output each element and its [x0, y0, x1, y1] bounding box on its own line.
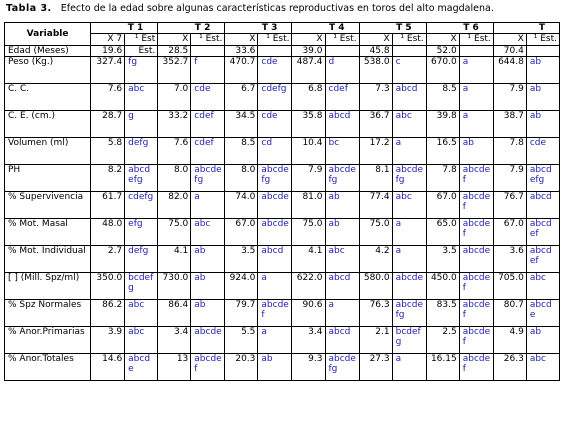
cell-mean: 14.6: [91, 354, 125, 381]
cell-significance: bcdefg: [392, 327, 426, 354]
cell-significance: cde: [526, 138, 559, 165]
header-group-t3: T 3: [225, 23, 292, 34]
cell-mean: 79.7: [225, 300, 258, 327]
header-est: ¹ Est.: [459, 34, 493, 46]
cell-significance: cdef: [191, 111, 225, 138]
row-label: % Anor.Totales: [5, 354, 91, 381]
cell-significance: abc: [125, 84, 158, 111]
cell-significance: a: [392, 219, 426, 246]
header-x: X: [225, 34, 258, 46]
cell-significance: efg: [125, 219, 158, 246]
edad-empty: [191, 46, 225, 57]
cell-significance: abc: [191, 219, 225, 246]
cell-significance: abcd: [325, 327, 359, 354]
cell-significance: cdefg: [125, 192, 158, 219]
cell-mean: 16.5: [426, 138, 459, 165]
edad-row: [5, 46, 560, 57]
cell-mean: 7.6: [158, 138, 191, 165]
table-row: [5, 165, 560, 192]
row-label: Peso (Kg.): [5, 57, 91, 84]
cell-significance: abc: [325, 246, 359, 273]
edad-value: 52.0: [426, 46, 459, 57]
cell-mean: 76.3: [359, 300, 392, 327]
header-group-t5: T 5: [359, 23, 426, 34]
cell-mean: 924.0: [225, 273, 258, 300]
header-x: X: [292, 34, 325, 46]
cell-significance: abcd: [325, 111, 359, 138]
header-x: X: [493, 34, 526, 46]
cell-mean: 6.8: [292, 84, 325, 111]
cell-mean: 34.5: [225, 111, 258, 138]
table-title: Efecto de la edad sobre algunas características reproductivas en toros del alto magdalena.: [60, 3, 494, 14]
row-label: [ ] (Mill. Spz/ml): [5, 273, 91, 300]
cell-significance: ab: [526, 111, 559, 138]
cell-mean: 75.0: [359, 219, 392, 246]
cell-mean: 2.5: [426, 327, 459, 354]
edad-value: 39.0: [292, 46, 325, 57]
row-label: Volumen (ml): [5, 138, 91, 165]
cell-mean: 83.5: [426, 300, 459, 327]
header-est: ¹ Est.: [258, 34, 292, 46]
cell-mean: 470.7: [225, 57, 258, 84]
cell-significance: abcdef: [526, 219, 559, 246]
row-label: C. C.: [5, 84, 91, 111]
cell-mean: 8.2: [91, 165, 125, 192]
cell-mean: 20.3: [225, 354, 258, 381]
cell-significance: abcd: [325, 273, 359, 300]
cell-mean: 48.0: [91, 219, 125, 246]
row-label: % Anor.Primarias: [5, 327, 91, 354]
cell-significance: c: [392, 57, 426, 84]
cell-mean: 644.8: [493, 57, 526, 84]
cell-significance: abcdef: [459, 192, 493, 219]
cell-mean: 74.0: [225, 192, 258, 219]
cell-mean: 3.6: [493, 246, 526, 273]
cell-mean: 450.0: [426, 273, 459, 300]
cell-significance: d: [325, 57, 359, 84]
cell-mean: 4.2: [359, 246, 392, 273]
cell-mean: 8.5: [426, 84, 459, 111]
row-label: % Mot. Individual: [5, 246, 91, 273]
header-est: ¹ Est.: [526, 34, 559, 46]
table-row: [5, 327, 560, 354]
cell-mean: 8.1: [359, 165, 392, 192]
cell-mean: 2.7: [91, 246, 125, 273]
row-label: % Supervivencia: [5, 192, 91, 219]
table-row: [5, 57, 560, 84]
cell-significance: abc: [526, 273, 559, 300]
cell-significance: abcdef: [191, 354, 225, 381]
cell-significance: abcdef: [459, 327, 493, 354]
cell-significance: a: [191, 192, 225, 219]
cell-mean: 350.0: [91, 273, 125, 300]
row-label: % Mot. Masal: [5, 219, 91, 246]
cell-mean: 622.0: [292, 273, 325, 300]
cell-mean: 3.4: [158, 327, 191, 354]
cell-significance: abcd: [392, 84, 426, 111]
header-est: ¹ Est.: [392, 34, 426, 46]
cell-mean: 13: [158, 354, 191, 381]
cell-significance: abcde: [526, 300, 559, 327]
cell-mean: 10.4: [292, 138, 325, 165]
header-group-t7: T: [493, 23, 559, 34]
cell-significance: abcdefg: [191, 165, 225, 192]
cell-significance: abcde: [125, 354, 158, 381]
cell-significance: a: [459, 84, 493, 111]
cell-mean: 487.4: [292, 57, 325, 84]
cell-mean: 8.0: [158, 165, 191, 192]
cell-mean: 7.3: [359, 84, 392, 111]
row-label: PH: [5, 165, 91, 192]
cell-mean: 7.8: [493, 138, 526, 165]
cell-mean: 67.0: [426, 192, 459, 219]
table-row: [5, 84, 560, 111]
cell-significance: g: [125, 111, 158, 138]
cell-significance: cde: [191, 84, 225, 111]
edad-empty: [258, 46, 292, 57]
results-table: [4, 22, 560, 381]
cell-significance: abc: [526, 354, 559, 381]
header-group-t1: T 1: [91, 23, 158, 34]
cell-mean: 27.3: [359, 354, 392, 381]
cell-significance: abcde: [392, 273, 426, 300]
cell-mean: 90.6: [292, 300, 325, 327]
cell-significance: abcdef: [459, 273, 493, 300]
cell-significance: a: [258, 273, 292, 300]
cell-mean: 16.15: [426, 354, 459, 381]
cell-significance: ab: [191, 246, 225, 273]
table-row: [5, 138, 560, 165]
cell-significance: fg: [125, 57, 158, 84]
table-row: [5, 354, 560, 381]
header-est: ¹ Est.: [191, 34, 225, 46]
edad-value: 28.5: [158, 46, 191, 57]
cell-significance: ab: [526, 57, 559, 84]
header-group-t4: T 4: [292, 23, 359, 34]
cell-mean: 9.3: [292, 354, 325, 381]
cell-significance: abcdefg: [258, 165, 292, 192]
edad-est: Est.: [125, 46, 158, 57]
table-row: [5, 111, 560, 138]
table-row: [5, 300, 560, 327]
cell-mean: 61.7: [91, 192, 125, 219]
cell-significance: a: [459, 57, 493, 84]
cell-significance: a: [325, 300, 359, 327]
edad-empty: [526, 46, 559, 57]
cell-significance: cdefg: [258, 84, 292, 111]
cell-significance: a: [392, 246, 426, 273]
edad-value: 45.8: [359, 46, 392, 57]
cell-mean: 39.8: [426, 111, 459, 138]
edad-empty: [392, 46, 426, 57]
cell-significance: abcdef: [459, 219, 493, 246]
cell-significance: abcdef: [459, 300, 493, 327]
cell-significance: abcdefg: [392, 300, 426, 327]
row-label: % Spz Normales: [5, 300, 91, 327]
cell-mean: 81.0: [292, 192, 325, 219]
header-x: X: [158, 34, 191, 46]
header-group-t6: T 6: [426, 23, 493, 34]
cell-significance: cdef: [191, 138, 225, 165]
cell-mean: 4.1: [292, 246, 325, 273]
cell-mean: 33.2: [158, 111, 191, 138]
cell-mean: 7.9: [493, 165, 526, 192]
cell-mean: 67.0: [225, 219, 258, 246]
cell-mean: 3.5: [225, 246, 258, 273]
cell-mean: 75.0: [292, 219, 325, 246]
cell-mean: 26.3: [493, 354, 526, 381]
cell-significance: a: [392, 138, 426, 165]
cell-significance: f: [191, 57, 225, 84]
cell-significance: abcdefg: [526, 165, 559, 192]
cell-mean: 7.9: [292, 165, 325, 192]
cell-mean: 86.4: [158, 300, 191, 327]
cell-mean: 6.7: [225, 84, 258, 111]
edad-value: 19.6: [91, 46, 125, 57]
cell-significance: abcdef: [459, 165, 493, 192]
cell-mean: 17.2: [359, 138, 392, 165]
header-x: X: [426, 34, 459, 46]
cell-significance: ab: [325, 219, 359, 246]
edad-empty: [325, 46, 359, 57]
header-variable: Variable: [5, 23, 91, 46]
cell-significance: a: [459, 111, 493, 138]
cell-mean: 35.8: [292, 111, 325, 138]
cell-mean: 5.8: [91, 138, 125, 165]
cell-significance: abc: [392, 192, 426, 219]
cell-mean: 28.7: [91, 111, 125, 138]
cell-mean: 4.1: [158, 246, 191, 273]
cell-mean: 7.0: [158, 84, 191, 111]
cell-mean: 82.0: [158, 192, 191, 219]
cell-significance: abcdefg: [325, 354, 359, 381]
table-row: [5, 246, 560, 273]
cell-mean: 7.8: [426, 165, 459, 192]
edad-value: 33.6: [225, 46, 258, 57]
header-est: ¹ Est.: [325, 34, 359, 46]
cell-significance: ab: [526, 84, 559, 111]
cell-mean: 705.0: [493, 273, 526, 300]
cell-mean: 8.5: [225, 138, 258, 165]
cell-significance: ab: [191, 273, 225, 300]
cell-significance: ab: [526, 327, 559, 354]
row-label: C. E. (cm.): [5, 111, 91, 138]
edad-label: Edad (Meses): [5, 46, 91, 57]
cell-mean: 86.2: [91, 300, 125, 327]
cell-significance: a: [392, 354, 426, 381]
cell-mean: 3.4: [292, 327, 325, 354]
table-row: [5, 192, 560, 219]
cell-significance: ab: [325, 192, 359, 219]
cell-significance: ab: [258, 354, 292, 381]
cell-mean: 5.5: [225, 327, 258, 354]
cell-significance: abcdef: [526, 246, 559, 273]
table-row: [5, 273, 560, 300]
cell-significance: a: [258, 327, 292, 354]
cell-significance: cdef: [325, 84, 359, 111]
cell-mean: 7.6: [91, 84, 125, 111]
cell-mean: 80.7: [493, 300, 526, 327]
cell-mean: 7.9: [493, 84, 526, 111]
edad-empty: [459, 46, 493, 57]
cell-significance: abcde: [191, 327, 225, 354]
cell-mean: 65.0: [426, 219, 459, 246]
cell-significance: cd: [258, 138, 292, 165]
edad-value: 70.4: [493, 46, 526, 57]
cell-mean: 327.4: [91, 57, 125, 84]
table-row: [5, 219, 560, 246]
cell-mean: 538.0: [359, 57, 392, 84]
cell-mean: 3.9: [91, 327, 125, 354]
cell-significance: defg: [125, 246, 158, 273]
cell-significance: defg: [125, 138, 158, 165]
cell-mean: 75.0: [158, 219, 191, 246]
header-group-t2: T 2: [158, 23, 225, 34]
table-number: Tabla 3.: [6, 3, 52, 14]
cell-mean: 2.1: [359, 327, 392, 354]
cell-mean: 67.0: [493, 219, 526, 246]
cell-significance: ab: [459, 138, 493, 165]
cell-mean: 580.0: [359, 273, 392, 300]
header-x: X: [359, 34, 392, 46]
cell-mean: 670.0: [426, 57, 459, 84]
cell-significance: abcd: [258, 246, 292, 273]
cell-mean: 3.5: [426, 246, 459, 273]
cell-significance: abcde: [258, 219, 292, 246]
table-caption: [6, 3, 494, 14]
cell-significance: bc: [325, 138, 359, 165]
header-x: X 7: [91, 34, 125, 46]
cell-mean: 4.9: [493, 327, 526, 354]
cell-significance: abcdefg: [392, 165, 426, 192]
cell-significance: abcdefg: [325, 165, 359, 192]
cell-significance: abc: [125, 300, 158, 327]
cell-significance: abc: [392, 111, 426, 138]
cell-significance: cde: [258, 57, 292, 84]
cell-mean: 36.7: [359, 111, 392, 138]
cell-significance: bcdefg: [125, 273, 158, 300]
cell-mean: 730.0: [158, 273, 191, 300]
cell-mean: 38.7: [493, 111, 526, 138]
cell-mean: 77.4: [359, 192, 392, 219]
cell-mean: 76.7: [493, 192, 526, 219]
cell-significance: abcdef: [258, 300, 292, 327]
cell-significance: abcde: [459, 246, 493, 273]
cell-significance: abcd: [526, 192, 559, 219]
cell-significance: abc: [125, 327, 158, 354]
cell-significance: cde: [258, 111, 292, 138]
cell-significance: abcdefg: [125, 165, 158, 192]
header-est: ¹ Est: [125, 34, 158, 46]
cell-significance: abcdef: [459, 354, 493, 381]
header-row-groups: [5, 23, 560, 34]
cell-significance: abcde: [258, 192, 292, 219]
cell-significance: ab: [191, 300, 225, 327]
cell-mean: 352.7: [158, 57, 191, 84]
cell-mean: 8.0: [225, 165, 258, 192]
